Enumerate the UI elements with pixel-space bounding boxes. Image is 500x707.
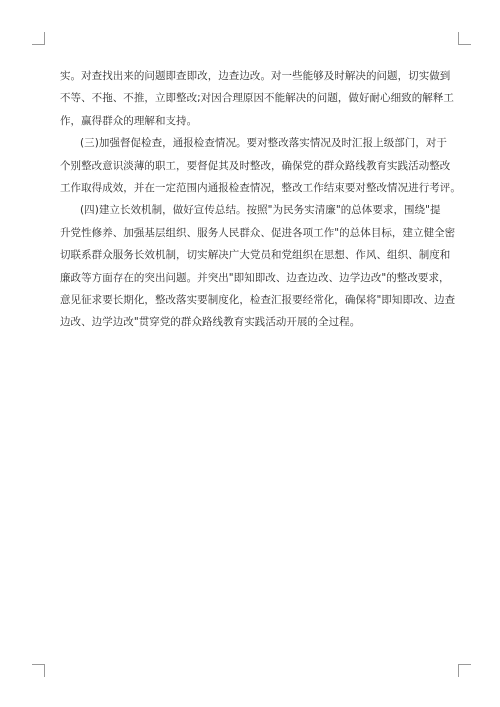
text-line: 不等、不拖、不推，立即整改;对因合理原因不能解决的问题，做好耐心细致的解释工 <box>60 92 454 105</box>
text-line: (三)加强督促检查，通报检查情况。要对整改落实情况及时汇报上级部门，对于 <box>80 137 447 150</box>
document-body <box>60 65 461 334</box>
text-line: 切联系群众服务长效机制，切实解决广大党员和党组织在思想、作风、组织、制度和 <box>60 249 451 262</box>
text-line: 个别整改意识淡薄的职工，要督促其及时整改，确保党的群众路线教育实践活动整改 <box>60 159 451 172</box>
text-line: 升党性修养、加强基层组织、服务人民群众、促进各项工作"的总体目标，建立健全密 <box>60 226 456 239</box>
crop-mark-bottom-right <box>458 664 471 677</box>
text-line: 工作取得成效，并在一定范围内通报检查情况，整改工作结束要对整改情况进行考评。 <box>60 182 461 195</box>
crop-mark-bottom-left <box>32 664 45 677</box>
text-line: 作，赢得群众的理解和支持。 <box>60 114 198 127</box>
paragraph-continuation <box>60 65 454 132</box>
crop-mark-top-left <box>32 32 45 45</box>
paragraph-inspection <box>60 132 461 199</box>
text-line: (四)建立长效机制，做好宣传总结。按照"为民务实清廉"的总体要求，围绕"提 <box>80 204 441 217</box>
text-line: 实。对查找出来的问题即查即改，边查边改。对一些能够及时解决的问题，切实做到 <box>60 70 451 82</box>
crop-mark-top-right <box>458 32 471 45</box>
text-line: 意见征求要长期化，整改落实要制度化，检查汇报要经常化，确保将"即知即改、边查 <box>60 294 456 307</box>
paragraph-long-term-mechanism <box>60 199 456 333</box>
text-line: 廉政等方面存在的突出问题。并突出"即知即改、边查边改、边学边改"的整改要求， <box>60 271 450 284</box>
text-line: 边改、边学边改"贯穿党的群众路线教育实践活动开展的全过程。 <box>60 316 361 329</box>
